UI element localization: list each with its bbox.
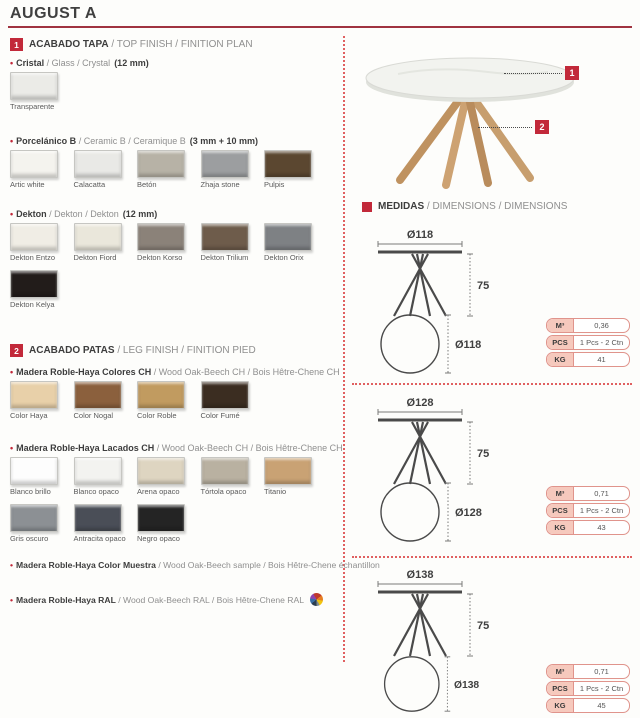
svg-text:Ø138: Ø138: [406, 569, 434, 581]
swatch: Negro opaco: [137, 504, 201, 543]
callout-2-badge: 2: [535, 120, 549, 134]
material-swatch-chip: [10, 150, 58, 178]
swatch: Dekton Orix: [264, 223, 328, 262]
size-variant-128: [352, 392, 632, 548]
packing-spec-table: [546, 664, 630, 715]
bullet-icon: •: [10, 367, 14, 377]
swatch: Color Haya: [10, 381, 74, 420]
group-heading: • Cristal / Glass / Crystal (12 mm): [10, 58, 149, 68]
swatch: Betón: [137, 150, 201, 189]
svg-text:Ø118: Ø118: [406, 229, 434, 241]
finish-group-cristal: [10, 58, 342, 111]
badge-1: 1: [10, 38, 23, 51]
material-swatch-chip: [10, 270, 58, 298]
swatch: Pulpis: [264, 150, 328, 189]
swatch: Dekton Trilium: [201, 223, 265, 262]
swatch: Zhaja stone: [201, 150, 265, 189]
spec-row-pcs: PCS 1 Pcs - 2 Ctn: [546, 335, 630, 350]
callout-leader-line: [504, 73, 562, 74]
round-table-image: [358, 42, 598, 192]
bullet-icon: •: [10, 136, 14, 146]
material-swatch-chip: [137, 457, 185, 485]
elevation-drawing: [370, 228, 500, 320]
swatch: Color Nogal: [74, 381, 138, 420]
material-swatch-chip: [201, 457, 249, 485]
material-swatch-chip: [201, 223, 249, 251]
material-swatch-chip: [10, 381, 58, 409]
product-photo: [352, 36, 632, 194]
spec-row-m3: M³ 0,71: [546, 664, 630, 679]
page-title: AUGUST A: [10, 5, 97, 22]
finish-group-madera-colores: [10, 367, 342, 420]
section-title-text: ACABADO PATAS / LEG FINISH / FINITION PIED: [29, 345, 256, 356]
line-ral: • Madera Roble-Haya RAL / Wood Oak-Beech RAL / Bois Hêtre-Chene RAL: [10, 593, 342, 606]
top-view-drawing: [376, 480, 501, 544]
material-swatch-chip: [264, 223, 312, 251]
material-swatch-chip: [137, 150, 185, 178]
swatch: Blanco brillo: [10, 457, 74, 496]
material-swatch-chip: [10, 457, 58, 485]
material-swatch-chip: [137, 381, 185, 409]
material-swatch-chip: [137, 504, 185, 532]
top-view-drawing: [376, 312, 501, 376]
material-swatch-chip: [74, 457, 122, 485]
swatch: Dekton Korso: [137, 223, 201, 262]
packing-spec-table: [546, 486, 630, 537]
spec-row-pcs: PCS 1 Pcs - 2 Ctn: [546, 503, 630, 518]
swatch: Color Fumé: [201, 381, 265, 420]
finish-group-porcelanico: [10, 136, 342, 189]
elevation-drawing: [370, 568, 500, 660]
ral-color-fan-icon: [310, 593, 323, 606]
badge-2: 2: [10, 344, 23, 357]
swatch: Tórtola opaco: [201, 457, 265, 496]
group-heading: • Porcelánico B / Ceramic B / Ceramique B (3 mm + 10 mm): [10, 136, 259, 146]
spec-row-pcs: PCS 1 Pcs - 2 Ctn: [546, 681, 630, 696]
section-top-finish-title: [10, 38, 340, 51]
swatch: Blanco opaco: [74, 457, 138, 496]
material-swatch-chip: [137, 223, 185, 251]
swatch: Gris oscuro: [10, 504, 74, 543]
callout-1-badge: 1: [565, 66, 579, 80]
swatch: Dekton Entzo: [10, 223, 74, 262]
callout-leader-line: [478, 127, 532, 128]
material-swatch-chip: [10, 223, 58, 251]
material-swatch-chip: [201, 381, 249, 409]
svg-text:Ø128: Ø128: [455, 507, 482, 519]
swatch: Transparente: [10, 72, 74, 111]
svg-text:75: 75: [477, 448, 490, 460]
line-color-muestra: • Madera Roble-Haya Color Muestra / Wood Oak-Beech sample / Bois Hêtre-Chene échantillon: [10, 560, 380, 570]
bullet-icon: •: [10, 443, 14, 453]
packing-spec-table: [546, 318, 630, 369]
spec-row-kg: KG 43: [546, 520, 630, 535]
variant-divider: [352, 556, 632, 558]
material-swatch-chip: [74, 381, 122, 409]
elevation-drawing: [370, 396, 500, 488]
variant-divider: [352, 383, 632, 385]
spec-row-m3: M³ 0,36: [546, 318, 630, 333]
group-heading: • Madera Roble-Haya Lacados CH / Wood Oak-Beech CH / Bois Hêtre-Chene CH: [10, 443, 343, 453]
swatch: Arena opaco: [137, 457, 201, 496]
swatch: Antracita opaco: [74, 504, 138, 543]
bullet-icon: •: [10, 560, 14, 570]
top-view-drawing: [376, 654, 501, 714]
swatch: Titanio: [264, 457, 328, 496]
material-swatch-chip: [10, 504, 58, 532]
svg-text:Ø138: Ø138: [453, 679, 480, 691]
size-variant-138: [352, 564, 632, 718]
group-heading: • Madera Roble-Haya Colores CH / Wood Oak-Beech CH / Bois Hêtre-Chene CH: [10, 367, 340, 377]
material-swatch-chip: [264, 457, 312, 485]
svg-text:Ø128: Ø128: [406, 397, 434, 409]
swatch: Dekton Fiord: [74, 223, 138, 262]
swatch: Artic white: [10, 150, 74, 189]
title-rule: [8, 26, 632, 28]
material-swatch-chip: [264, 150, 312, 178]
spec-row-kg: KG 41: [546, 352, 630, 367]
section-leg-finish-title: [10, 344, 340, 357]
svg-text:Ø118: Ø118: [455, 339, 482, 351]
spec-row-kg: KG 45: [546, 698, 630, 713]
material-swatch-chip: [74, 150, 122, 178]
medidas-title: [362, 201, 567, 212]
size-variant-118: [352, 224, 632, 380]
red-square-bullet-icon: [362, 202, 372, 212]
material-swatch-chip: [10, 72, 58, 100]
material-swatch-chip: [74, 223, 122, 251]
svg-text:75: 75: [477, 620, 490, 632]
section-title-text: ACABADO TAPA / TOP FINISH / FINITION PLAN: [29, 39, 253, 50]
medidas-title-text: MEDIDAS / DIMENSIONS / DIMENSIONS: [378, 201, 568, 212]
finish-group-dekton: [10, 209, 342, 309]
finish-group-madera-lacados: [10, 443, 342, 543]
material-swatch-chip: [201, 150, 249, 178]
swatch: Color Roble: [137, 381, 201, 420]
bullet-icon: •: [10, 209, 14, 219]
bullet-icon: •: [10, 58, 14, 68]
group-heading: • Dekton / Dekton / Dekton (12 mm): [10, 209, 158, 219]
svg-text:75: 75: [477, 280, 490, 292]
swatch: Dekton Kelya: [10, 270, 74, 309]
spec-row-m3: M³ 0,71: [546, 486, 630, 501]
material-swatch-chip: [74, 504, 122, 532]
swatch: Calacatta: [74, 150, 138, 189]
bullet-icon: •: [10, 595, 14, 605]
